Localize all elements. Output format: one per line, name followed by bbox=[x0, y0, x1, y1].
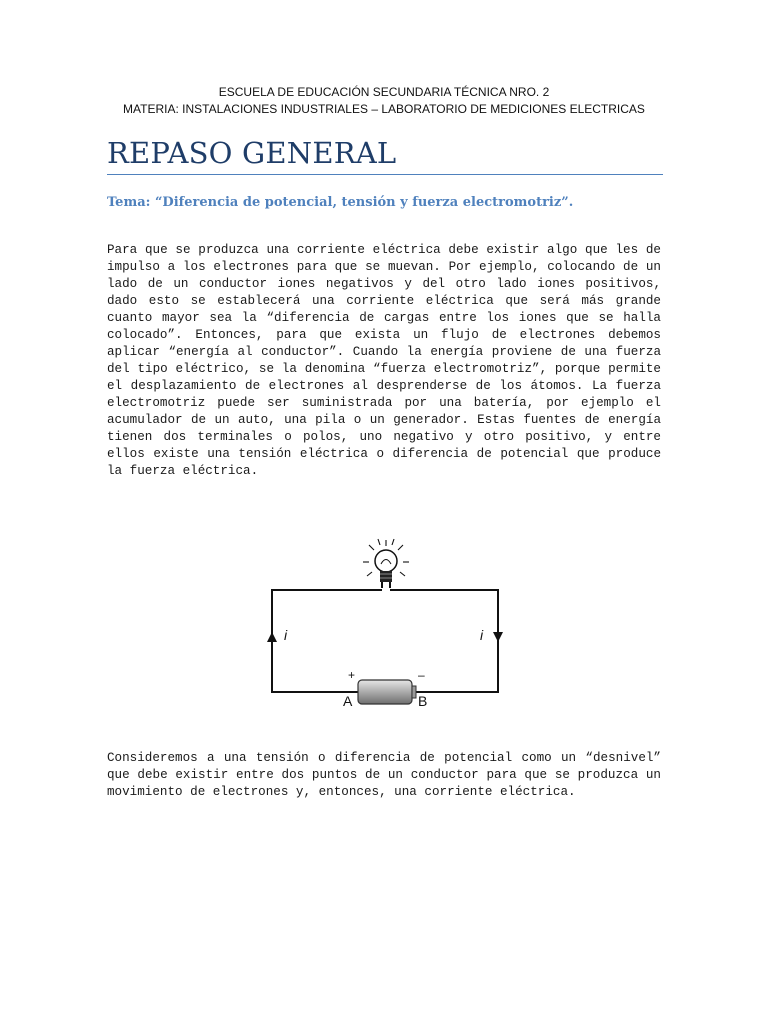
terminal-a-label: A bbox=[343, 693, 353, 708]
paragraph-intro: Para que se produzca una corriente eléctrica debe existir algo que les de impulso a los electrones para que se muevan. Por ejemplo, colocando de un lado de un conductor iones negativos y del otro lado iones positivos, dado esto se establecerá una corriente eléctrica que será más grande cuanto mayor sea la “diferencia de cargas entre los iones que se halla colocado”. Entonces, para que exista un flujo de electrones debemos aplicar “energía al conductor”. Cuando la energía proviene de una fuerza del tipo eléctrico, se la denomina “fuerza electromotriz”, porque permite el desplazamiento de electrones al desprenderse de los átomos. La fuerza electromotriz puede ser suministrada por una batería, por ejemplo el acumulador de un auto, una pila o un generador. Estas fuentes de energía tienen dos terminales o polos, uno negativo y otro positivo, y entre ellos existe una tensión eléctrica o diferencia de potencial que produce la fuerza eléctrica. bbox=[107, 243, 661, 478]
topic-heading: Tema: “Diferencia de potencial, tensión y fuerza electromotriz”. bbox=[107, 195, 574, 210]
battery-icon bbox=[358, 680, 416, 704]
current-arrow-down-icon bbox=[493, 632, 503, 642]
paragraph-conclusion: Consideremos a una tensión o diferencia de potencial como un “desnivel” que debe existir entre dos puntos de un conductor para que se produzca un movimiento de electrones y, entonces, una corriente eléctrica. bbox=[107, 751, 661, 799]
current-label-right: i bbox=[480, 627, 484, 643]
circuit-diagram bbox=[258, 536, 514, 708]
terminal-b-label: B bbox=[418, 693, 428, 708]
subject-line: MATERIA: INSTALACIONES INDUSTRIALES – LABORATORIO DE MEDICIONES ELECTRICAS bbox=[123, 102, 645, 116]
title-divider bbox=[107, 174, 663, 175]
page-title: REPASO GENERAL bbox=[107, 136, 397, 170]
positive-terminal-sign: + bbox=[348, 668, 356, 682]
negative-terminal-sign: – bbox=[418, 668, 425, 682]
school-name: ESCUELA DE EDUCACIÓN SECUNDARIA TÉCNICA NRO. 2 bbox=[218, 85, 550, 99]
circuit-wires bbox=[272, 582, 498, 692]
current-arrow-up-icon bbox=[267, 632, 277, 642]
lightbulb-icon bbox=[363, 539, 409, 582]
current-label-left: i bbox=[284, 627, 288, 643]
